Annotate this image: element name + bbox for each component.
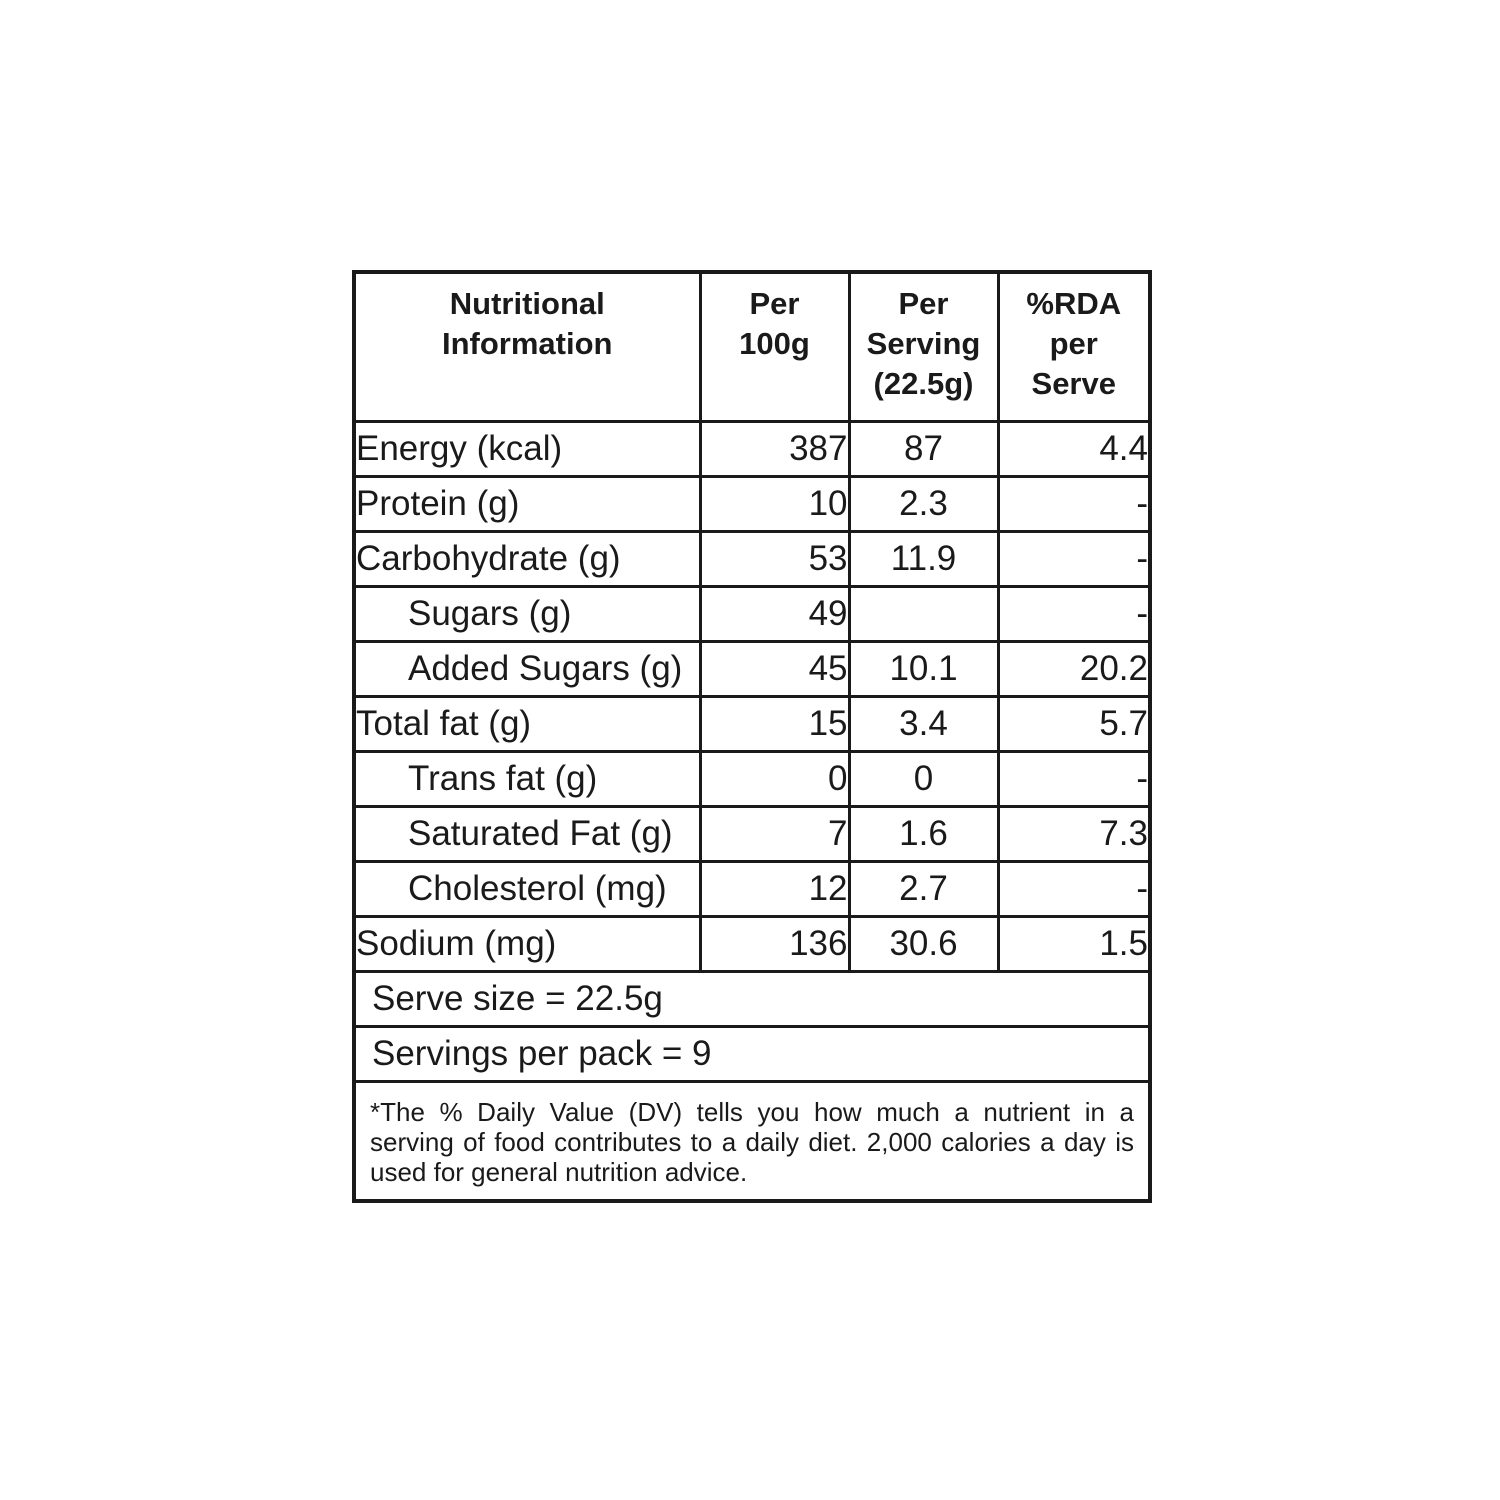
value-per-100g: 10 bbox=[700, 477, 849, 532]
header-nutrient: Nutritional Information bbox=[354, 272, 700, 422]
value-per-serving bbox=[849, 587, 998, 642]
value-rda: 4.4 bbox=[998, 422, 1150, 477]
value-per-serving: 0 bbox=[849, 752, 998, 807]
serve-size-text: Serve size = 22.5g bbox=[354, 972, 1150, 1027]
value-per-serving: 1.6 bbox=[849, 807, 998, 862]
nutrient-name: Carbohydrate (g) bbox=[354, 532, 700, 587]
value-per-100g: 53 bbox=[700, 532, 849, 587]
value-per-100g: 0 bbox=[700, 752, 849, 807]
nutrient-name: Energy (kcal) bbox=[354, 422, 700, 477]
value-per-100g: 45 bbox=[700, 642, 849, 697]
value-rda: - bbox=[998, 752, 1150, 807]
nutrition-table bbox=[352, 270, 1152, 1203]
nutrient-name: Cholesterol (mg) bbox=[354, 862, 700, 917]
value-per-100g: 12 bbox=[700, 862, 849, 917]
value-per-100g: 49 bbox=[700, 587, 849, 642]
value-per-serving: 87 bbox=[849, 422, 998, 477]
header-row bbox=[354, 272, 1150, 422]
value-rda: 5.7 bbox=[998, 697, 1150, 752]
table-row-energy bbox=[354, 422, 1150, 477]
value-rda: 20.2 bbox=[998, 642, 1150, 697]
table-row-cholesterol bbox=[354, 862, 1150, 917]
table-row-protein bbox=[354, 477, 1150, 532]
header-per-100g: Per 100g bbox=[700, 272, 849, 422]
nutrient-name: Added Sugars (g) bbox=[354, 642, 700, 697]
value-per-serving: 2.3 bbox=[849, 477, 998, 532]
value-rda: 1.5 bbox=[998, 917, 1150, 972]
table-row-sugars bbox=[354, 587, 1150, 642]
value-per-serving: 30.6 bbox=[849, 917, 998, 972]
nutrient-name: Total fat (g) bbox=[354, 697, 700, 752]
nutrient-name: Sodium (mg) bbox=[354, 917, 700, 972]
value-per-serving: 10.1 bbox=[849, 642, 998, 697]
value-per-serving: 2.7 bbox=[849, 862, 998, 917]
value-rda: - bbox=[998, 477, 1150, 532]
servings-per-pack-row bbox=[354, 1027, 1150, 1082]
value-rda: 7.3 bbox=[998, 807, 1150, 862]
table-row-total-fat bbox=[354, 697, 1150, 752]
value-rda: - bbox=[998, 862, 1150, 917]
table-row-saturated-fat bbox=[354, 807, 1150, 862]
value-rda: - bbox=[998, 587, 1150, 642]
value-per-100g: 387 bbox=[700, 422, 849, 477]
value-per-100g: 15 bbox=[700, 697, 849, 752]
footnote-text: *The % Daily Value (DV) tells you how much a nutrient in a serving of food contributes to a daily diet. 2,000 calories a day is used for general nutrition advice. bbox=[354, 1082, 1150, 1202]
table-row-sodium bbox=[354, 917, 1150, 972]
table-row-carbohydrate bbox=[354, 532, 1150, 587]
nutrient-name: Sugars (g) bbox=[354, 587, 700, 642]
value-per-serving: 11.9 bbox=[849, 532, 998, 587]
value-per-serving: 3.4 bbox=[849, 697, 998, 752]
servings-per-pack-text: Servings per pack = 9 bbox=[354, 1027, 1150, 1082]
value-per-100g: 7 bbox=[700, 807, 849, 862]
header-per-serving: Per Serving (22.5g) bbox=[849, 272, 998, 422]
value-per-100g: 136 bbox=[700, 917, 849, 972]
nutrition-label bbox=[352, 270, 1148, 1203]
nutrient-name: Trans fat (g) bbox=[354, 752, 700, 807]
nutrient-name: Saturated Fat (g) bbox=[354, 807, 700, 862]
nutrient-name: Protein (g) bbox=[354, 477, 700, 532]
value-rda: - bbox=[998, 532, 1150, 587]
serve-size-row bbox=[354, 972, 1150, 1027]
table-row-trans-fat bbox=[354, 752, 1150, 807]
header-rda: %RDA per Serve bbox=[998, 272, 1150, 422]
table-row-added-sugars bbox=[354, 642, 1150, 697]
footnote-row bbox=[354, 1082, 1150, 1202]
